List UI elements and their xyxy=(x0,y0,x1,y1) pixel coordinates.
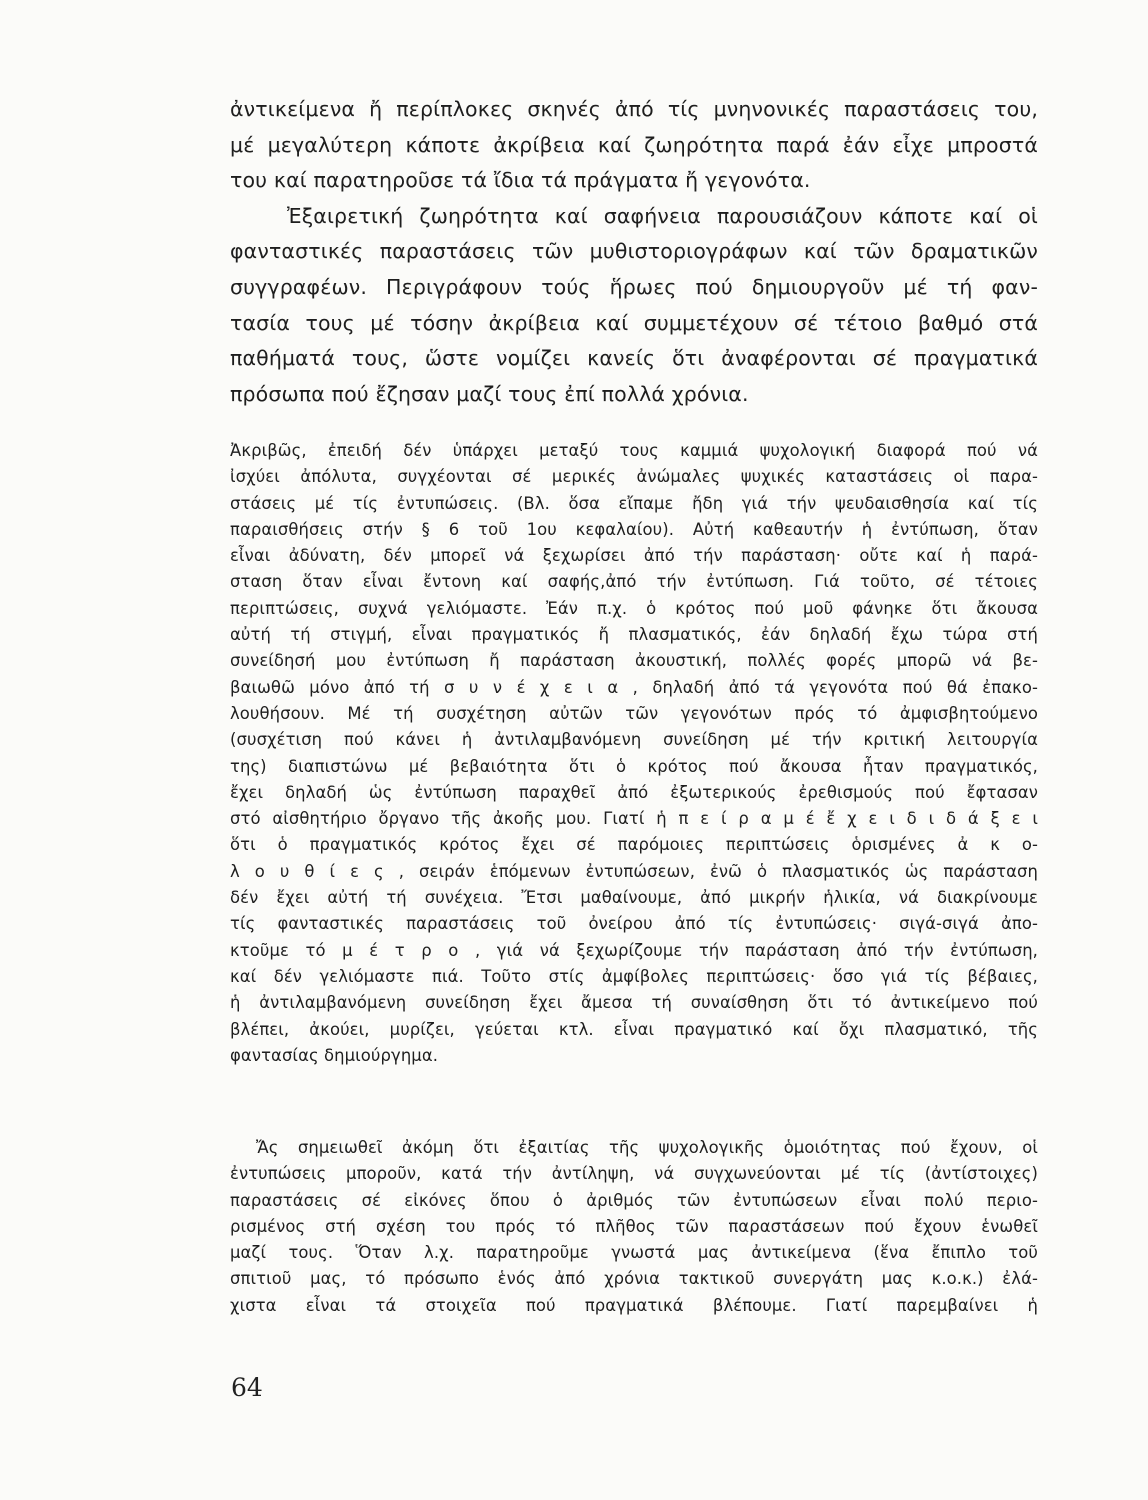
page-number: 64 xyxy=(231,1373,263,1402)
text-line: (συσχέτιση πού κάνει ἡ ἀντιλαμβανόμενη συνείδηση μέ τήν κριτική λειτουργία xyxy=(230,730,1038,750)
text-line: μέ μεγαλύτερη κάποτε ἀκρίβεια καί ζωηρότητα παρά ἐάν εἶχε μπροστά xyxy=(230,132,1038,157)
text-line: λ ο υ θ ί ε ς , σειράν ἑπόμενων ἐντυπώσεων, ἐνῶ ὁ πλασματικός ὡς παράσταση xyxy=(230,861,1038,881)
text-line: περιπτώσεις, συχνά γελιόμαστε. Ἐάν π.χ. ὁ κρότος πού μοῦ φάνηκε ὅτι ἄκουσα xyxy=(230,598,1038,618)
text-line: ἐντυπώσεις μποροῦν, κατά τήν ἀντίληψη, νά συγχωνεύονται μέ τίς (ἀντίστοιχες) xyxy=(230,1164,1038,1184)
text-line: δέν ἔχει αὐτή τή συνέχεια. Ἔτσι μαθαίνουμε, ἀπό μικρήν ἡλικία, νά διακρίνουμε xyxy=(230,888,1038,908)
text-line: εἶναι ἀδύνατη, δέν μπορεῖ νά ξεχωρίσει ἀπό τήν παράσταση· οὔτε καί ἡ παρά- xyxy=(230,546,1038,566)
text-line: ἔχει δηλαδή ὡς ἐντύπωση παραχθεῖ ἀπό ἐξωτερικούς ἐρεθισμούς πού ἔφτασαν xyxy=(230,782,1038,802)
text-line: παραισθήσεις στήν § 6 τοῦ 1ου κεφαλαίου). Αὐτή καθεαυτήν ἡ ἐντύπωση, ὅταν xyxy=(230,519,1038,539)
text-line: σταση ὅταν εἶναι ἔντονη καί σαφής,ἀπό τήν ἐντύπωση. Γιά τοῦτο, σέ τέτοιες xyxy=(230,572,1038,592)
text-line: πρόσωπα πού ἔζησαν μαζί τους ἐπί πολλά χρόνια. xyxy=(230,381,749,406)
text-line: τασία τους μέ τόσην ἀκρίβεια καί συμμετέχουν σέ τέτοιο βαθμό στά xyxy=(230,310,1038,335)
paragraph-small-type xyxy=(230,438,1038,1069)
text-line: βαιωθῶ μόνο ἀπό τή σ υ ν έ χ ε ι α , δηλαδή ἀπό τά γεγονότα πού θά ἐπακο- xyxy=(230,677,1038,697)
text-line: συγγραφέων. Περιγράφουν τούς ἥρωες πού δημιουργοῦν μέ τή φαν- xyxy=(230,274,1038,299)
text-line: στάσεις μέ τίς ἐντυπώσεις. (Βλ. ὅσα εἴπαμε ἤδη γιά τήν ψευδαισθησία καί τίς xyxy=(230,493,1038,513)
text-line: τίς φανταστικές παραστάσεις τοῦ ὀνείρου ἀπό τίς ἐντυπώσεις· σιγά-σιγά ἀπο- xyxy=(230,914,1038,934)
text-line: κτοῦμε τό μ έ τ ρ ο , γιά νά ξεχωρίζουμε τήν παράσταση ἀπό τήν ἐντύπωση, xyxy=(230,940,1038,960)
text-line: Ἄς σημειωθεῖ ἀκόμη ὅτι ἐξαιτίας τῆς ψυχολογικῆς ὁμοιότητας πού ἔχουν, οἱ xyxy=(256,1138,1038,1157)
text-line: του καί παρατηροῦσε τά ἴδια τά πράγματα ἤ γεγονότα. xyxy=(230,168,811,193)
text-line: καί δέν γελιόμαστε πιά. Τοῦτο στίς ἀμφίβολες περιπτώσεις· ὅσο γιά τίς βέβαιες, xyxy=(230,966,1038,986)
text-line: παθήματά τους, ὥστε νομίζει κανείς ὅτι ἀναφέρονται σέ πραγματικά xyxy=(230,346,1038,371)
text-line: της) διαπιστώνω μέ βεβαιότητα ὅτι ὁ κρότος πού ἄκουσα ἦταν πραγματικός, xyxy=(230,756,1038,776)
text-line: λουθήσουν. Μέ τή συσχέτηση αὐτῶν τῶν γεγονότων πρός τό ἀμφισβητούμενο xyxy=(230,703,1038,723)
paragraph-small-type-2 xyxy=(230,1135,1038,1319)
text-line: αὐτή τή στιγμή, εἶναι πραγματικός ἤ πλασματικός, ἐάν δηλαδή ἔχω τώρα στή xyxy=(230,625,1038,645)
text-line: φαντασίας δημιούργημα. xyxy=(230,1045,439,1065)
text-line: φανταστικές παραστάσεις τῶν μυθιστοριογράφων καί τῶν δραματικῶν xyxy=(230,239,1038,264)
text-line: ἀντικείμενα ἤ περίπλοκες σκηνές ἀπό τίς μνηνονικές παραστάσεις του, xyxy=(230,97,1038,121)
text-line: ἡ ἀντιλαμβανόμενη συνείδηση ἔχει ἄμεσα τή συναίσθηση ὅτι τό ἀντικείμενο πού xyxy=(230,993,1038,1013)
text-line: παραστάσεις σέ εἰκόνες ὅπου ὁ ἀριθμός τῶν ἐντυπώσεων εἶναι πολύ περιο- xyxy=(230,1190,1038,1210)
text-line: βλέπει, ἀκούει, μυρίζει, γεύεται κτλ. εἶναι πραγματικό καί ὄχι πλασματικό, τῆς xyxy=(230,1019,1038,1039)
text-line: σπιτιοῦ μας, τό πρόσωπο ἑνός ἀπό χρόνια τακτικοῦ συνεργάτη μας κ.ο.κ.) ἐλά- xyxy=(230,1269,1038,1289)
text-line: μαζί τους. Ὅταν λ.χ. παρατηροῦμε γνωστά μας ἀντικείμενα (ἕνα ἔπιπλο τοῦ xyxy=(230,1243,1038,1263)
text-line: ρισμένος στή σχέση του πρός τό πλῆθος τῶν παραστάσεων πού ἔχουν ἑνωθεῖ xyxy=(230,1216,1038,1236)
text-line: συνείδησή μου ἐντύπωση ἤ παράσταση ἀκουστική, πολλές φορές μπορῶ νά βε- xyxy=(230,651,1038,671)
text-line: Ἀκριβῶς, ἐπειδή δέν ὑπάρχει μεταξύ τους καμμιά ψυχολογική διαφορά πού νά xyxy=(230,441,1038,460)
text-line: χιστα εἶναι τά στοιχεῖα πού πραγματικά βλέπουμε. Γιατί παρεμβαίνει ἡ xyxy=(230,1295,1038,1315)
text-line: ὅτι ὁ πραγματικός κρότος ἔχει σέ παρόμοιες περιπτώσεις ὁρισμένες ἀ κ ο- xyxy=(230,835,1038,855)
paragraph-large-type xyxy=(230,92,1038,412)
text-line: στό αἰσθητήριο ὄργανο τῆς ἀκοῆς μου. Γιατί ἡ π ε ί ρ α μ έ ἔ χ ε ι δ ι δ ά ξ ε ι xyxy=(230,809,1038,829)
text-line: ἰσχύει ἀπόλυτα, συγχέονται σέ μερικές ἀνώμαλες ψυχικές καταστάσεις οἱ παρα- xyxy=(230,467,1038,487)
text-line: Ἐξαιρετική ζωηρότητα καί σαφήνεια παρουσιάζουν κάποτε καί οἱ xyxy=(287,203,1038,228)
